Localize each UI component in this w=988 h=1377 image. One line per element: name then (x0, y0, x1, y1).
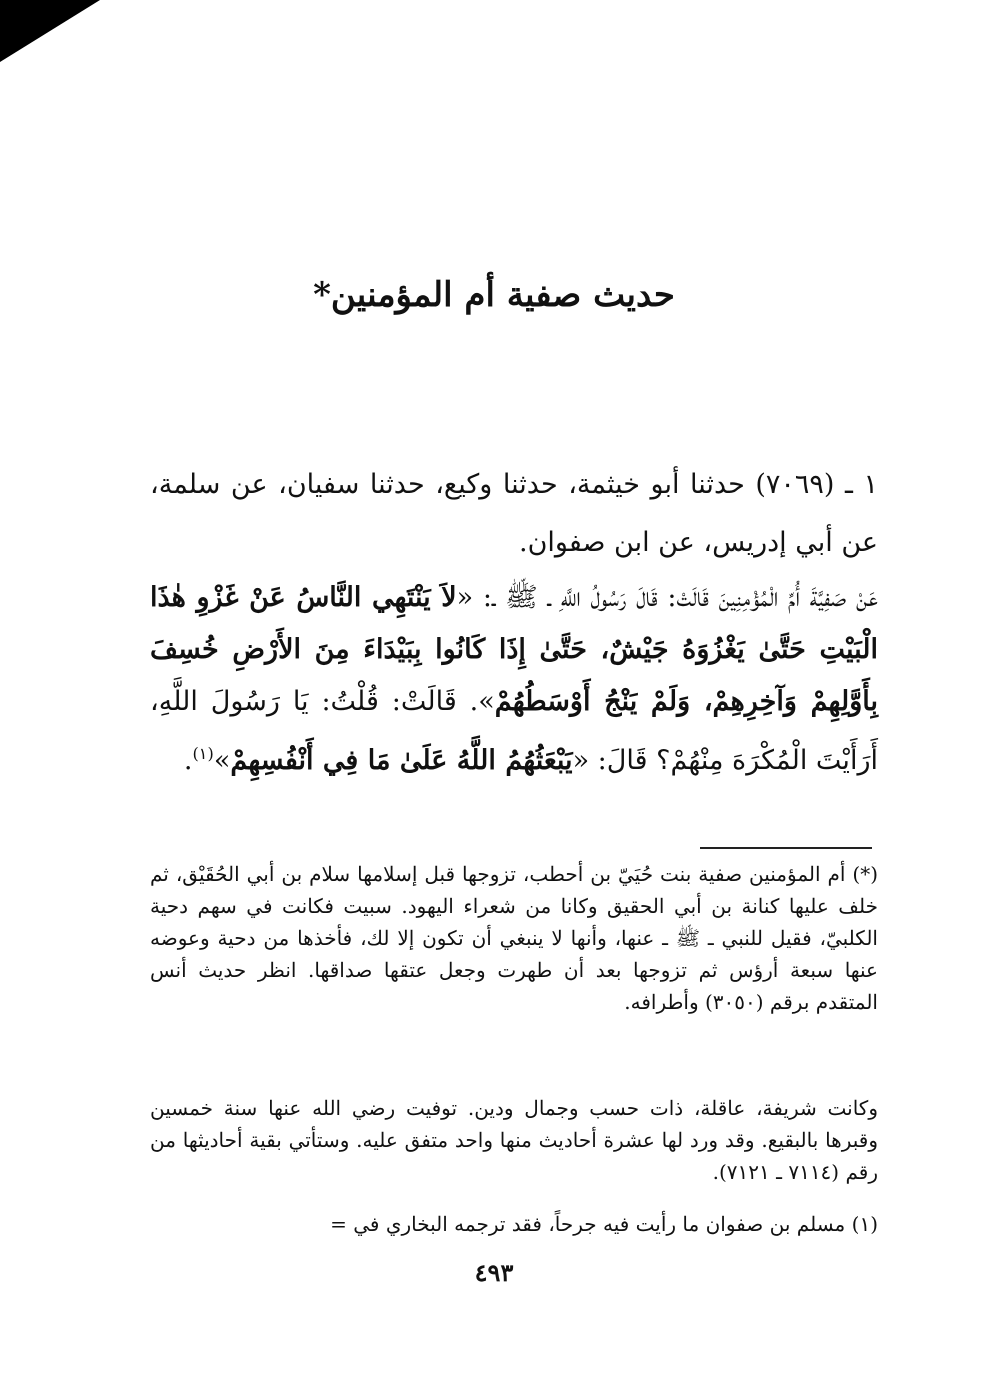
footnote-star-text-2: وكانت شريفة، عاقلة، ذات حسب وجمال ودين. توفيت رضي الله عنها سنة خمسين وقبرها بالبقيع. وقد ورد لها عشرة أحاديث منها واحد متفق عليه. وستأتي بقية أحاديثها من رقم (٧١١٤ ـ ٧١٢١). (150, 1096, 878, 1184)
hadith-matn (150, 572, 878, 787)
footnote-star-text: (*) أم المؤمنين صفية بنت حُيَيّ بن أحطب، تزوجها قبل إسلامها سلام بن أبي الحُقَيْق، ثم خلف عليها كنانة بن أبي الحقيق وكانا من شعراء اليهود. سبيت فكانت في سهم دحية الكلبيّ، فقيل للنبي ـ ﷺ ـ عنها، وأنها لا ينبغي أن تكون إلا لك، فأخذها من دحية وعوضه عنها سبعة أرؤس ثم تزوجها بعد أن طهرت وجعل عتقها صداقها. انظر حديث أنس المتقدم برقم (٣٠٥٠) وأطرافه. (150, 862, 878, 1014)
matn-end: » (213, 745, 231, 776)
page-number: ٤٩٣ (474, 1258, 514, 1287)
footnote-star-cont (150, 1092, 878, 1188)
chapter-title: حديث صفية أم المؤمنين* (313, 275, 675, 315)
matn-intro: عَنْ صَفِيَّةَ أُمِّ الْمُؤْمِنِينَ قَالَتْ: قَالَ رَسُولُ اللَّهِ ـ ﷺ ـ: « (456, 582, 878, 613)
matn-quote-1: لاَ يَنْتَهِي النَّاسُ عَنْ غَزْوِ هٰذَا الْبَيْتِ حَتَّىٰ يَغْزُوَهُ جَيْشٌ، حَتَّىٰ إِذَا كَانُوا بِبَيْدَاءَ مِنَ الأَرْضِ خُسِفَ بِأَوَّلِهِمْ وَآخِرِهِمْ، وَلَمْ يَنْجُ أَوْسَطُهُمْ (150, 582, 878, 717)
footnote-star (150, 858, 878, 1018)
matn-tail: . (183, 745, 193, 776)
hadith-isnad: ١ ـ (٧٠٦٩) حدثنا أبو خيثمة، حدثنا وكيع، حدثنا سفيان، عن سلمة، عن أبي إدريس، عن ابن صفوان. (150, 469, 878, 558)
footnote-ref: (١) (192, 744, 214, 763)
footnote-1 (150, 1208, 878, 1240)
footnote-separator (700, 847, 872, 849)
matn-quote-2: يَبْعَثُهُمُ اللَّهُ عَلَىٰ مَا فِي أَنْفُسِهِمْ (230, 745, 573, 776)
footnote-1-text: (١) مسلم بن صفوان ما رأيت فيه جرحاً، فقد ترجمه البخاري في = (330, 1212, 878, 1236)
matn-mid: ». قَالَتْ: قُلْتُ: يَا رَسُولَ اللَّهِ، أَرَأَيْتَ الْمُكْرَهَ مِنْهُمْ؟ قَالَ: « (150, 686, 878, 776)
corner-scan-mark (0, 0, 100, 62)
